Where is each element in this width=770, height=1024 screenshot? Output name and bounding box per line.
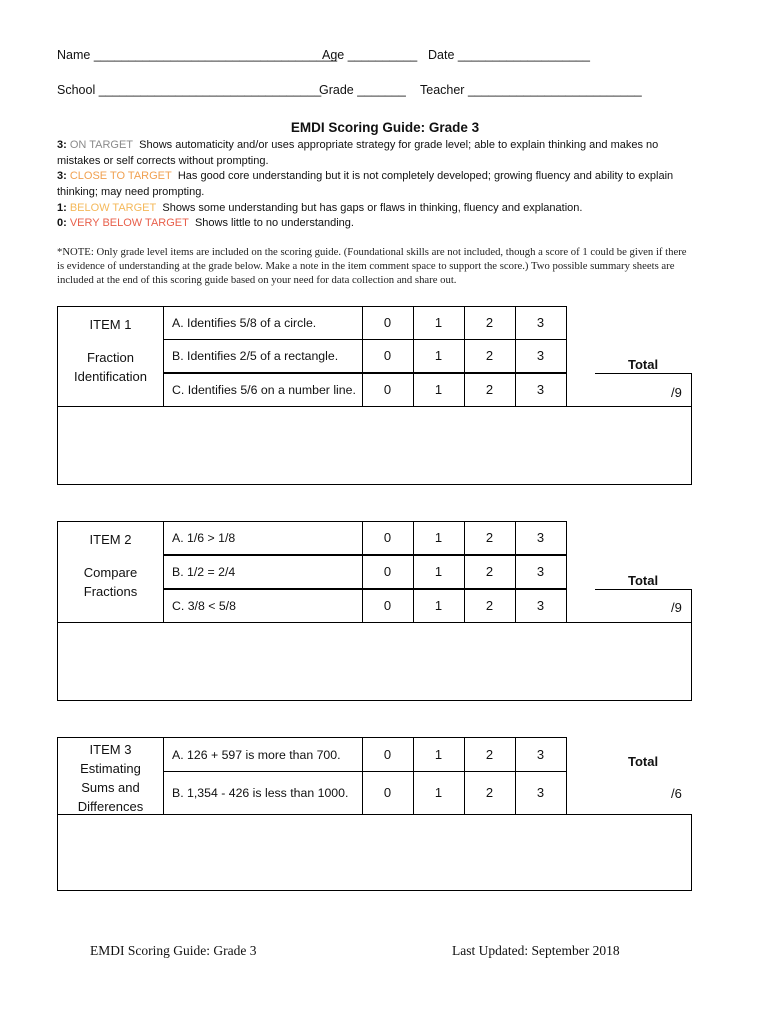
comment-box[interactable] [57, 406, 692, 485]
score-1[interactable]: 1 [413, 339, 465, 373]
question-text: B. 1/2 = 2/4 [163, 555, 363, 589]
name-field[interactable]: Name ___________________________________ [57, 48, 338, 62]
score-2[interactable]: 2 [464, 339, 516, 373]
question-text: C. 3/8 < 5/8 [163, 589, 363, 623]
legend-tag: CLOSE TO TARGET [69, 170, 172, 182]
score-3[interactable]: 3 [515, 306, 567, 340]
score-3[interactable]: 3 [515, 339, 567, 373]
legend-level: 3: [57, 139, 70, 151]
score-1[interactable]: 1 [413, 589, 465, 623]
score-2[interactable]: 2 [464, 373, 516, 407]
legend-tag: ON TARGET [69, 139, 133, 151]
score-0[interactable]: 0 [362, 373, 414, 407]
question-row [163, 339, 597, 373]
question-text: C. Identifies 5/6 on a number line. [163, 373, 363, 407]
legend-very-below-target [57, 215, 697, 231]
question-row [163, 771, 597, 815]
question-row [163, 521, 597, 555]
question-row [163, 373, 597, 407]
comment-box[interactable] [57, 814, 692, 891]
total-label: Total [628, 754, 659, 769]
grade-field[interactable]: Grade _______ [319, 83, 406, 97]
score-0[interactable]: 0 [362, 339, 414, 373]
age-field[interactable]: Age __________ [322, 48, 418, 62]
legend-on-target [57, 137, 697, 169]
total-value: /9 [671, 385, 682, 400]
legend-level: 1: [57, 202, 70, 214]
question-text: A. 1/6 > 1/8 [163, 521, 363, 555]
item-number: ITEM 2 [89, 532, 132, 547]
question-text: B. 1,354 - 426 is less than 1000. [163, 771, 363, 815]
score-2[interactable]: 2 [464, 521, 516, 555]
legend-level: 0: [57, 217, 70, 229]
date-field[interactable]: Date ___________________ [428, 48, 590, 62]
item-name: Compare Fractions [83, 565, 138, 599]
legend-text: Shows little to no understanding. [194, 217, 354, 229]
document-title: EMDI Scoring Guide: Grade 3 [290, 120, 480, 135]
question-text: B. Identifies 2/5 of a rectangle. [163, 339, 363, 373]
legend-text: Shows automaticity and/or uses appropriate strategy for grade level; able to explain thinking and makes no mistakes or self corrects without prompting. [57, 139, 659, 167]
question-text: A. Identifies 5/8 of a circle. [163, 306, 363, 340]
score-3[interactable]: 3 [515, 373, 567, 407]
score-0[interactable]: 0 [362, 521, 414, 555]
teacher-field[interactable]: Teacher _________________________ [420, 83, 642, 97]
question-row [163, 589, 597, 623]
score-1[interactable]: 1 [413, 555, 465, 589]
legend-close-to-target [57, 168, 697, 200]
total-value: /6 [671, 786, 682, 801]
score-2[interactable]: 2 [464, 771, 516, 815]
score-3[interactable]: 3 [515, 521, 567, 555]
footer-updated: Last Updated: September 2018 [452, 943, 620, 958]
note-text: *NOTE: Only grade level items are included on the scoring guide. (Foundational skills are not included, though a score of 1 could be given if there is evidence of understanding at the grade below. Make a note in the item comment space to support the score.) Two possible summary sheets are included at the end of this scoring guide based on your need for data collection and share out. [57, 246, 687, 286]
score-1[interactable]: 1 [413, 771, 465, 815]
school-field[interactable]: School ________________________________ [57, 83, 322, 97]
legend-text: Shows some understanding but has gaps or flaws in thinking, fluency and explanation. [162, 202, 583, 214]
item-name: Estimating Sums and Differences [77, 761, 144, 814]
legend-level: 3: [57, 170, 70, 182]
score-0[interactable]: 0 [362, 306, 414, 340]
score-3[interactable]: 3 [515, 771, 567, 815]
score-3[interactable]: 3 [515, 555, 567, 589]
footer-title: EMDI Scoring Guide: Grade 3 [90, 943, 257, 958]
score-1[interactable]: 1 [413, 373, 465, 407]
score-2[interactable]: 2 [464, 555, 516, 589]
score-2[interactable]: 2 [464, 737, 516, 772]
item-label [57, 737, 164, 815]
item-number: ITEM 3 [89, 742, 132, 757]
item-1-block [57, 306, 692, 486]
score-3[interactable]: 3 [515, 737, 567, 772]
item-label [57, 306, 164, 407]
item-3-block [57, 737, 692, 891]
total-value: /9 [671, 600, 682, 615]
legend-below-target [57, 200, 697, 216]
score-2[interactable]: 2 [464, 306, 516, 340]
question-row [163, 555, 597, 589]
score-3[interactable]: 3 [515, 589, 567, 623]
score-0[interactable]: 0 [362, 737, 414, 772]
comment-box[interactable] [57, 622, 692, 701]
score-1[interactable]: 1 [413, 521, 465, 555]
score-0[interactable]: 0 [362, 771, 414, 815]
total-label: Total [628, 573, 659, 588]
item-number: ITEM 1 [89, 317, 132, 332]
question-row [163, 306, 597, 340]
item-name: Fraction Identification [74, 350, 147, 384]
legend-tag: VERY BELOW TARGET [69, 217, 189, 229]
score-2[interactable]: 2 [464, 589, 516, 623]
legend-tag: BELOW TARGET [69, 202, 157, 214]
item-label [57, 521, 164, 623]
score-0[interactable]: 0 [362, 589, 414, 623]
score-1[interactable]: 1 [413, 737, 465, 772]
legend-text: Has good core understanding but it is not completely developed; growing fluency and ability to explain thinking; may need prompting. [57, 170, 674, 198]
total-label: Total [628, 357, 659, 372]
question-row [163, 737, 597, 772]
question-text: A. 126 + 597 is more than 700. [163, 737, 363, 772]
score-1[interactable]: 1 [413, 306, 465, 340]
score-0[interactable]: 0 [362, 555, 414, 589]
item-2-block [57, 521, 692, 701]
